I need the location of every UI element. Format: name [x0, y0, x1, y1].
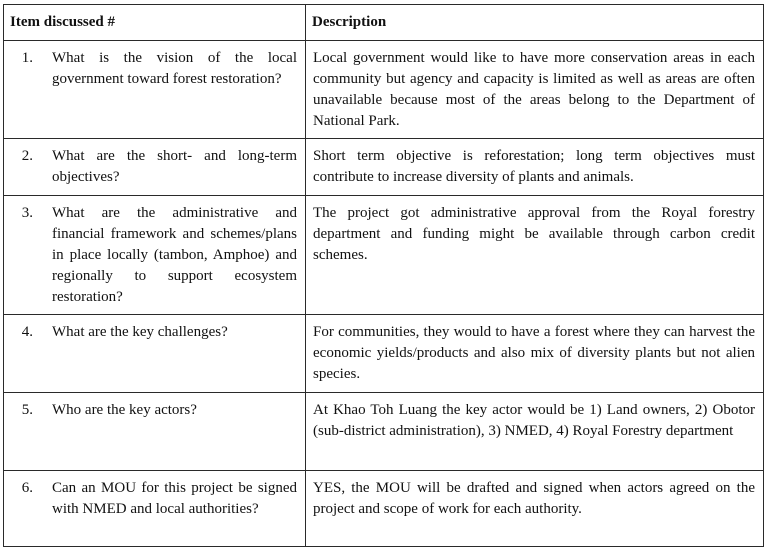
description-cell: Short term objective is reforestation; long term objectives must contribute to increase diversity of plants and animals.: [306, 139, 764, 196]
item-cell: [4, 41, 306, 139]
table-row: [4, 471, 764, 547]
item-number: 4.: [21, 324, 33, 340]
item-cell: [4, 196, 306, 315]
table-row: [4, 315, 764, 393]
item-number: 2.: [21, 148, 33, 164]
discussion-table: [3, 4, 764, 547]
item-question: What is the vision of the local government toward forest restoration?: [52, 50, 297, 87]
description-cell: Local government would like to have more conservation areas in each community but agency and capacity is limited as well as areas are often unavailable because most of the areas belong to the Department of National Park.: [306, 41, 764, 139]
item-question: What are the key challenges?: [52, 324, 228, 340]
item-cell: [4, 393, 306, 471]
item-number: 5.: [21, 402, 33, 418]
description-cell: The project got administrative approval from the Royal forestry department and funding might be available through carbon credit schemes.: [306, 196, 764, 315]
item-cell: [4, 139, 306, 196]
table-row: [4, 41, 764, 139]
table-row: [4, 393, 764, 471]
header-item-discussed: Item discussed #: [4, 5, 306, 41]
description-cell: At Khao Toh Luang the key actor would be 1) Land owners, 2) Obotor (sub-district administration), 3) NMED, 4) Royal Forestry department: [306, 393, 764, 471]
item-number: 6.: [21, 480, 33, 496]
header-description: Description: [306, 5, 764, 41]
description-cell: YES, the MOU will be drafted and signed when actors agreed on the project and scope of work for each authority.: [306, 471, 764, 547]
item-cell: [4, 315, 306, 393]
table-row: [4, 196, 764, 315]
description-cell: For communities, they would to have a forest where they can harvest the economic yields/products and also mix of diversity plants but not alien species.: [306, 315, 764, 393]
item-question: What are the short- and long-term objectives?: [52, 148, 297, 185]
item-question: Can an MOU for this project be signed with NMED and local authorities?: [52, 480, 297, 517]
item-number: 3.: [21, 205, 33, 221]
table-row: [4, 139, 764, 196]
item-question: What are the administrative and financial framework and schemes/plans in place locally (tambon, Amphoe) and regionally to support ecosystem restoration?: [52, 205, 297, 305]
item-question: Who are the key actors?: [52, 402, 197, 418]
table-header-row: [4, 5, 764, 41]
item-cell: [4, 471, 306, 547]
item-number: 1.: [21, 50, 33, 66]
